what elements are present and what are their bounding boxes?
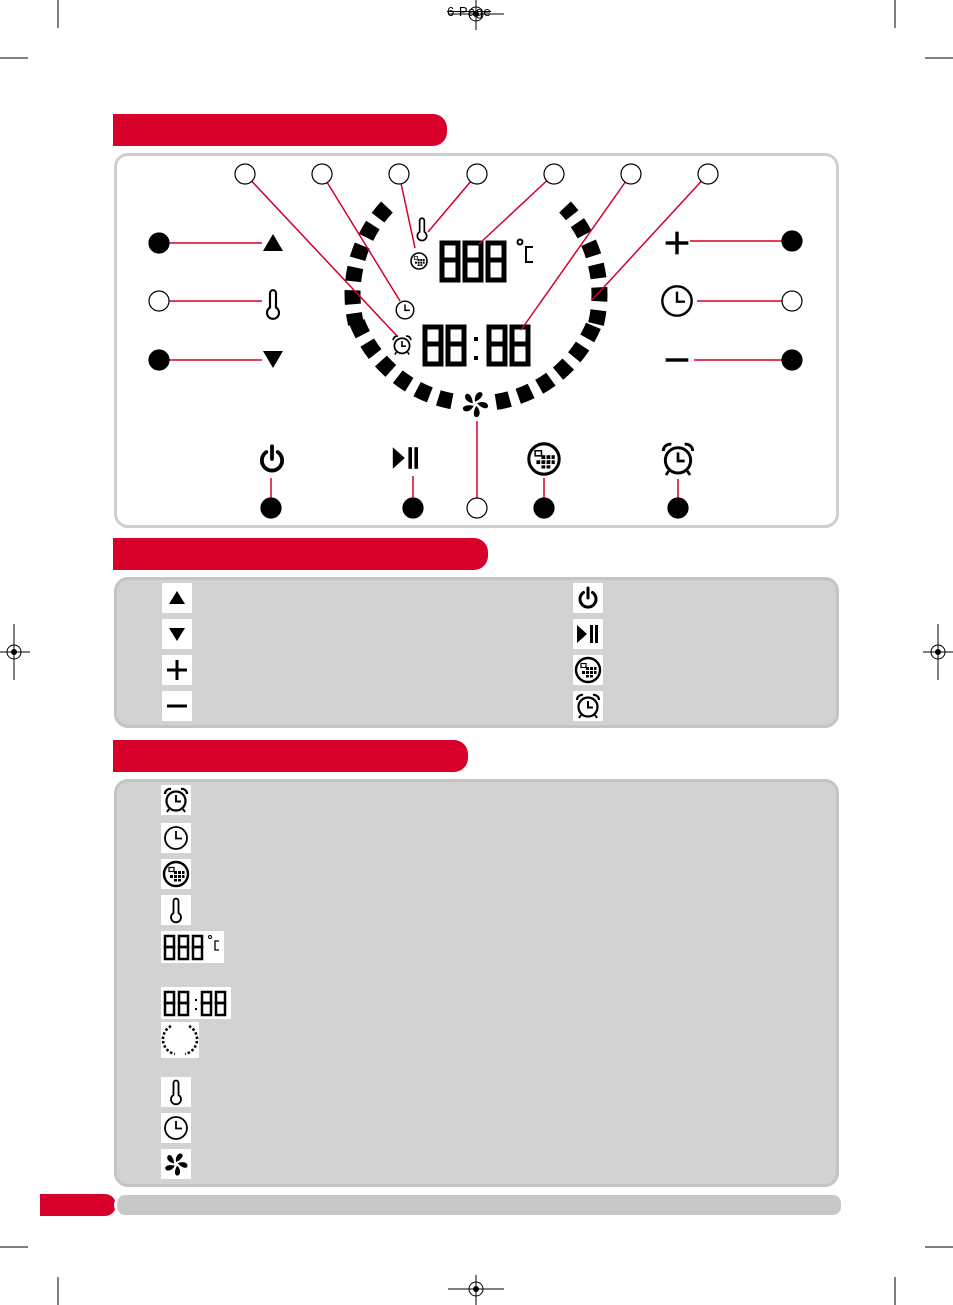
clock-icon: [161, 1113, 191, 1143]
alarm-clock-icon: [573, 691, 603, 721]
program-menu-icon: [529, 444, 559, 474]
plus-icon: [162, 655, 192, 685]
thermometer-icon: [417, 218, 426, 240]
power-icon: [262, 446, 282, 470]
temperature-display-icon: [161, 931, 224, 963]
clock-icon: [396, 301, 414, 319]
play-pause-icon: [393, 447, 418, 469]
temperature-display: [442, 243, 504, 280]
section-header-bar-buttons: [113, 538, 488, 570]
down-arrow-icon: [263, 351, 283, 368]
thermometer-icon: [267, 290, 279, 319]
alarm-clock-icon: [663, 444, 692, 475]
buttons-legend-panel: [114, 577, 839, 728]
display-legend-panel: [114, 779, 839, 1187]
footer-grey-bar: [114, 1195, 841, 1215]
print-page-mark: 6 Page: [447, 4, 492, 19]
page-footer-strip: [40, 1194, 838, 1216]
alarm-clock-icon: [393, 336, 411, 354]
time-display-icon: [161, 987, 231, 1019]
play-pause-icon: [573, 619, 603, 649]
program-menu-icon: [411, 253, 427, 269]
program-menu-icon: [573, 655, 603, 685]
up-arrow-icon: [263, 234, 283, 251]
program-menu-icon: [161, 859, 191, 889]
fan-icon: [161, 1149, 191, 1179]
alarm-clock-icon: [161, 785, 191, 815]
thermometer-icon: [161, 1077, 191, 1107]
power-icon: [573, 583, 603, 613]
clock-icon: [662, 286, 691, 315]
progress-ring-icon: [161, 1022, 199, 1058]
minus-icon: [162, 691, 192, 721]
minus-icon: [666, 358, 689, 361]
page-number-tab: [40, 1194, 116, 1216]
down-arrow-icon: [162, 619, 192, 649]
up-arrow-icon: [162, 583, 192, 613]
plus-icon: [666, 232, 689, 255]
clock-icon: [161, 823, 191, 853]
progress-ring: [353, 207, 600, 402]
thermometer-icon: [161, 895, 191, 925]
celsius-unit: [518, 240, 534, 263]
section-header-bar-display: [113, 740, 468, 772]
fan-icon: [462, 392, 489, 418]
